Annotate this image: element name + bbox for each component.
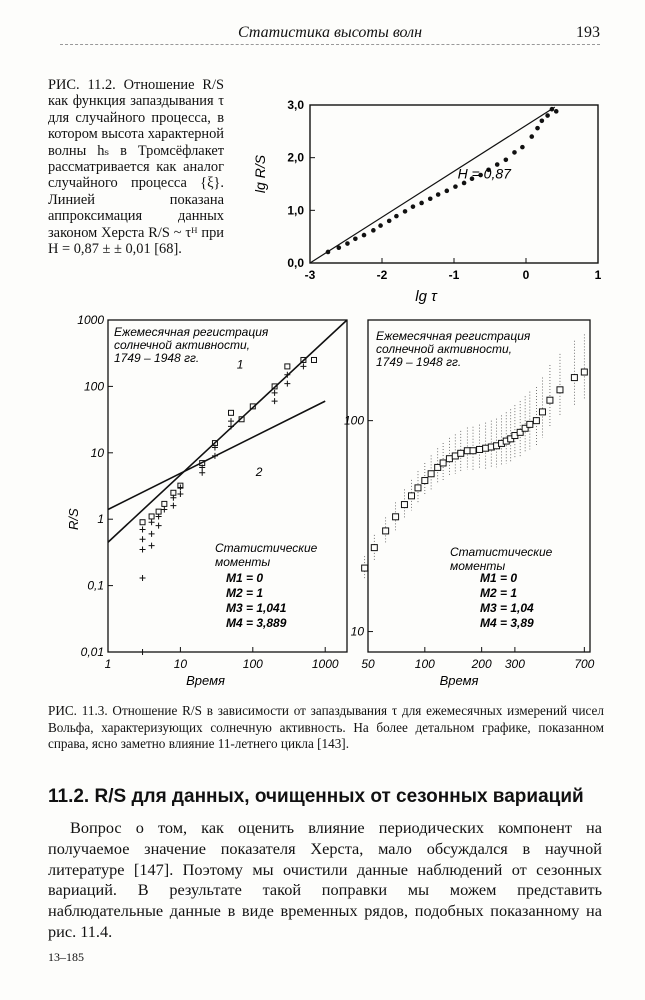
square-marker (422, 478, 428, 484)
cross-marker (161, 506, 167, 512)
moments-title-line: моменты (450, 559, 506, 573)
square-marker (171, 490, 176, 495)
square-marker (371, 545, 377, 551)
annotation-h: H = 0,87 (457, 165, 511, 182)
y-tick-label: 2,0 (287, 150, 304, 165)
square-marker (362, 565, 368, 571)
figure-11-3-right-chart (340, 312, 600, 697)
cross-marker (140, 536, 146, 542)
line-label-1: 1 (236, 357, 244, 372)
square-marker (311, 357, 316, 362)
y-tick-label: 0,1 (87, 578, 104, 593)
figure-11-2-chart (240, 85, 615, 310)
regression-line-2 (108, 401, 325, 509)
fit-line (310, 107, 555, 263)
data-point (326, 250, 331, 255)
data-point (419, 201, 424, 206)
cross-marker (272, 390, 278, 396)
square-marker (156, 509, 161, 514)
data-point (436, 192, 441, 197)
square-marker (581, 369, 587, 375)
data-point (411, 204, 416, 209)
data-point (371, 228, 376, 233)
data-point (378, 223, 383, 228)
square-marker (446, 456, 452, 462)
moments-title-line: моменты (215, 555, 271, 569)
cross-marker (140, 575, 146, 581)
figure-11-2-caption: РИС. 11.2. Отношение R/S как функция запаздывания τ для случайного процесса, в котором высота характерной волны hₛ в Тромсёфлакет рассматривается как аналог случайного процесса {ξ}. Линией показана аппроксимация данных законом Херста R/S ~ τᴴ при H = 0,87 ± ± 0,01 [68]. (48, 77, 224, 258)
cross-marker (140, 649, 146, 655)
moment-value: M3 = 1,041 (226, 601, 287, 615)
x-tick-label: 1 (594, 268, 602, 282)
square-marker (527, 421, 533, 427)
data-point (535, 126, 540, 131)
cross-marker (149, 531, 155, 537)
square-marker (539, 409, 545, 415)
cross-marker (149, 519, 155, 525)
x-axis-label: Время (439, 673, 479, 688)
data-point (554, 109, 559, 114)
data-point (520, 145, 525, 150)
square-marker (149, 514, 154, 519)
x-tick-label: -2 (376, 268, 388, 282)
y-tick-label: 1 (97, 512, 104, 527)
page-number: 193 (576, 24, 600, 41)
legend-text-line: Ежемесячная регистрация (376, 329, 531, 343)
legend-text-line: Ежемесячная регистрация (114, 325, 269, 339)
square-marker (547, 397, 553, 403)
data-point (540, 119, 545, 124)
data-point (453, 184, 458, 189)
legend-text-line: солнечной активности, (114, 338, 250, 352)
data-point (353, 236, 358, 241)
square-marker (162, 501, 167, 506)
data-point (345, 241, 350, 246)
x-tick-label: 200 (471, 657, 492, 671)
x-tick-label: 10 (173, 657, 188, 671)
x-tick-label: 700 (574, 657, 595, 671)
square-marker (285, 364, 290, 369)
x-tick-label: 100 (242, 657, 263, 671)
data-point (337, 245, 342, 250)
y-tick-label: 3,0 (287, 98, 304, 112)
data-point (387, 219, 392, 224)
square-marker (383, 528, 389, 534)
y-tick-label: 10 (90, 445, 104, 460)
figure-11-3-caption: РИС. 11.3. Отношение R/S в зависимости от запаздывания τ для ежемесячных измерений чисел Вольфа, характеризующих солнечную активность. На более детальном графике, показанном справа, ясно заметно влияние 11-летнего цикла [143]. (48, 703, 604, 751)
cross-marker (228, 423, 234, 429)
moment-value: M1 = 0 (480, 571, 518, 585)
square-marker (428, 471, 434, 477)
data-point (445, 189, 450, 194)
moments-title-line: Статистические (215, 541, 318, 555)
data-point (362, 233, 367, 238)
cross-marker (156, 523, 162, 529)
square-marker (229, 410, 234, 415)
moment-value: M4 = 3,889 (226, 616, 287, 630)
y-tick-label: 1,0 (287, 203, 304, 218)
x-tick-label: 1 (104, 657, 112, 671)
cross-marker (284, 381, 290, 387)
square-marker (533, 418, 539, 424)
data-point (550, 107, 555, 112)
data-point (545, 113, 550, 118)
square-marker (557, 387, 563, 393)
data-point (403, 209, 408, 214)
data-point (504, 157, 509, 162)
legend-text-line: солнечной активности, (376, 342, 512, 356)
square-marker (415, 485, 421, 491)
legend-text-line: 1749 – 1948 гг. (114, 351, 200, 365)
running-header (60, 22, 600, 45)
moment-value: M2 = 1 (226, 586, 264, 600)
x-tick-label: 100 (414, 657, 435, 671)
x-tick-label: -3 (304, 268, 316, 282)
x-axis-label: lg τ (415, 288, 437, 305)
cross-marker (272, 398, 278, 404)
y-axis-label: lg R/S (252, 154, 268, 194)
y-tick-label: 1000 (77, 313, 104, 327)
legend-text-line: 1749 – 1948 гг. (376, 355, 462, 369)
y-tick-label: 100 (83, 379, 104, 394)
x-tick-label: 1000 (311, 657, 339, 671)
square-marker (140, 520, 145, 525)
y-tick-label: 0,01 (80, 645, 104, 659)
square-marker (464, 448, 470, 454)
square-marker (483, 445, 489, 451)
cross-marker (149, 543, 155, 549)
running-title: Статистика высоты волн (238, 24, 423, 41)
square-marker (477, 446, 483, 452)
x-tick-label: -1 (448, 268, 460, 282)
cross-marker (228, 418, 234, 424)
cross-marker (177, 491, 183, 497)
y-tick-label: 0,0 (287, 256, 304, 270)
cross-marker (300, 363, 306, 369)
square-marker (571, 375, 577, 381)
figure-11-3-left-chart (60, 312, 360, 697)
moments-title-line: Статистические (450, 545, 553, 559)
square-marker (440, 460, 446, 466)
square-marker (393, 514, 399, 520)
data-point (512, 150, 517, 155)
moment-value: M4 = 3,89 (480, 616, 534, 630)
square-marker (401, 502, 407, 508)
plot-frame (368, 320, 590, 652)
x-tick-label: 300 (504, 657, 525, 671)
line-label-2: 2 (255, 464, 263, 479)
body-paragraph: Вопрос о том, как оценить влияние периодических компонент на получаемое значение показателя Херста, мало обсуждался в научной литературе [147]. Поэтому мы очистили данные наблюдений от сезонных вариаций. В результате такой поправки мы можем представить наблюдательные данные в виде временных рядов, подобных показанному на рис. 11.4. (48, 818, 602, 941)
section-heading: 11.2. R/S для данных, очищенных от сезонных вариаций (48, 786, 584, 807)
y-tick-label: 100 (343, 413, 364, 428)
cross-marker (199, 470, 205, 476)
data-point (529, 134, 534, 139)
x-tick-label: 0 (522, 268, 530, 282)
cross-marker (140, 546, 146, 552)
signature-mark: 13–185 (48, 950, 84, 964)
x-axis-label: Время (186, 673, 225, 688)
cross-marker (140, 526, 146, 532)
square-marker (408, 493, 414, 499)
y-tick-label: 10 (350, 624, 364, 639)
moment-value: M3 = 1,04 (480, 601, 534, 615)
square-marker (458, 450, 464, 456)
x-tick-label: 50 (361, 657, 375, 671)
data-point (394, 214, 399, 219)
moment-value: M1 = 0 (226, 571, 264, 585)
cross-marker (170, 503, 176, 509)
y-axis-label: R/S (66, 508, 81, 531)
data-point (428, 196, 433, 201)
moment-value: M2 = 1 (480, 586, 518, 600)
square-marker (470, 448, 476, 454)
